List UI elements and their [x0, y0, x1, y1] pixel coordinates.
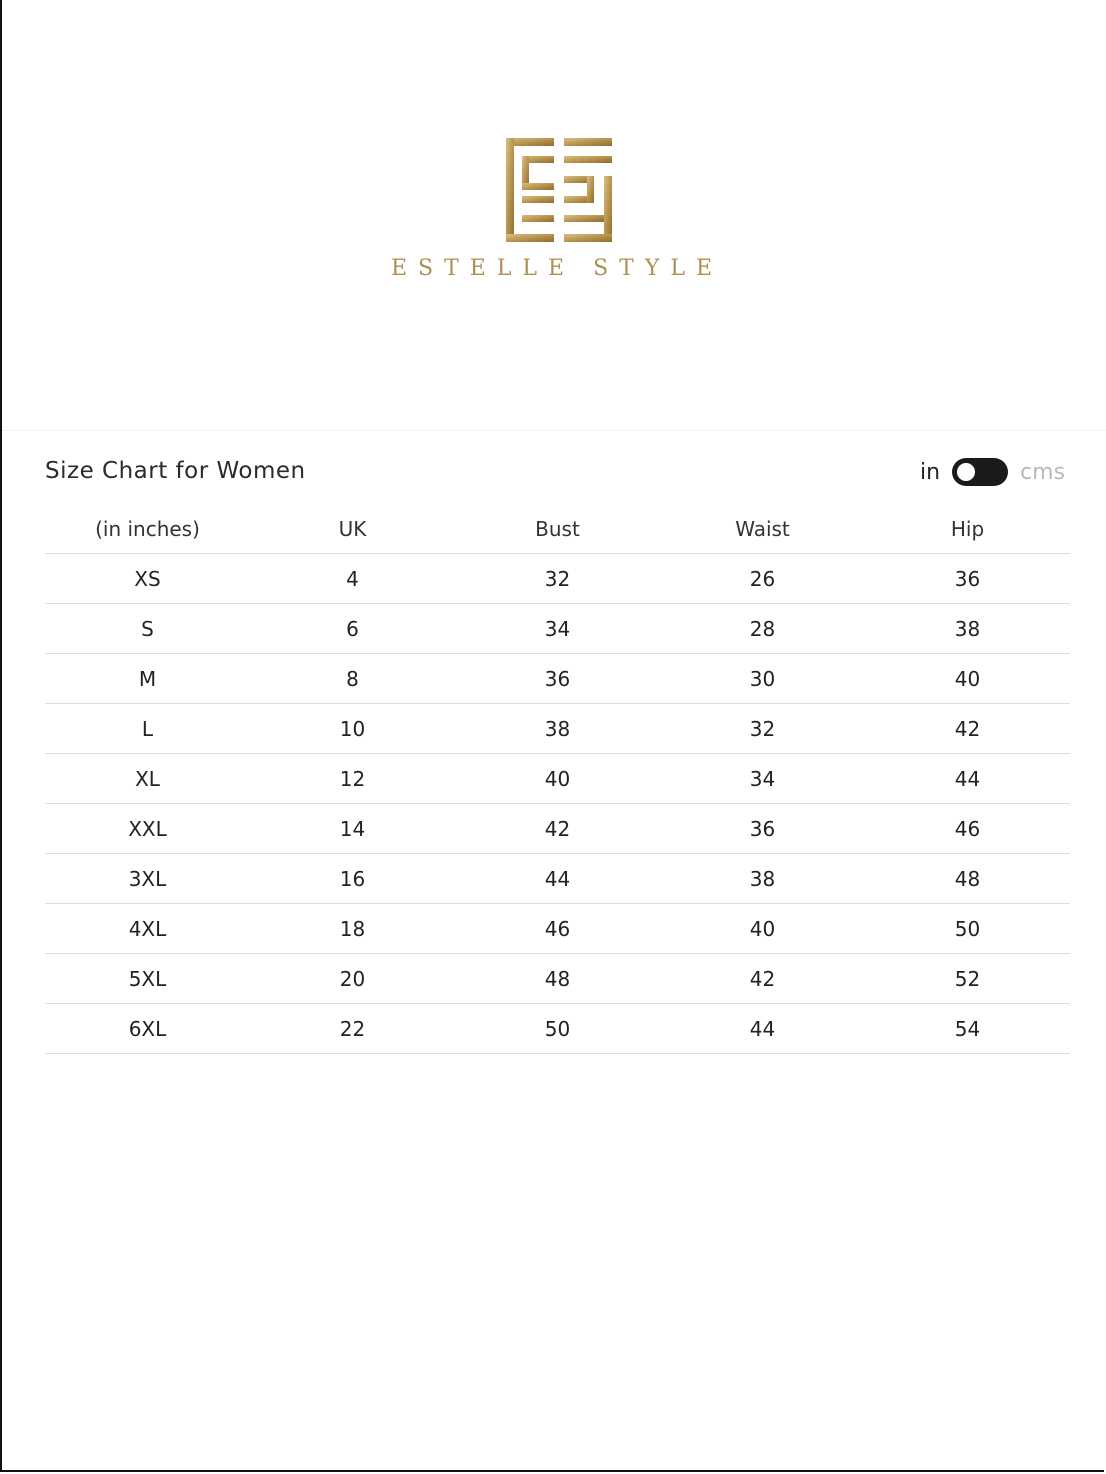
table-row	[45, 854, 1070, 904]
cell-waist: 28	[660, 604, 865, 654]
cell-hip: 48	[865, 854, 1070, 904]
cell-uk: 4	[250, 554, 455, 604]
cell-bust: 40	[455, 754, 660, 804]
cell-size: 3XL	[45, 854, 250, 904]
unit-toggle[interactable]	[920, 456, 1065, 488]
cell-bust: 42	[455, 804, 660, 854]
cell-waist: 38	[660, 854, 865, 904]
cell-size: L	[45, 704, 250, 754]
cell-size: 6XL	[45, 1004, 250, 1054]
cell-bust: 34	[455, 604, 660, 654]
cell-bust: 36	[455, 654, 660, 704]
unit-switch[interactable]	[952, 458, 1008, 486]
header	[2, 0, 1106, 431]
cell-uk: 14	[250, 804, 455, 854]
cell-size: 4XL	[45, 904, 250, 954]
cell-waist: 32	[660, 704, 865, 754]
cell-uk: 22	[250, 1004, 455, 1054]
cell-uk: 8	[250, 654, 455, 704]
cell-bust: 44	[455, 854, 660, 904]
cell-uk: 10	[250, 704, 455, 754]
cell-bust: 50	[455, 1004, 660, 1054]
cell-hip: 42	[865, 704, 1070, 754]
column-header-waist: Waist	[660, 504, 865, 554]
cell-uk: 6	[250, 604, 455, 654]
cell-size: S	[45, 604, 250, 654]
table-row	[45, 954, 1070, 1004]
column-header-size: (in inches)	[45, 504, 250, 554]
cell-bust: 32	[455, 554, 660, 604]
cell-waist: 42	[660, 954, 865, 1004]
cell-waist: 36	[660, 804, 865, 854]
table-row	[45, 704, 1070, 754]
cell-waist: 30	[660, 654, 865, 704]
cell-waist: 34	[660, 754, 865, 804]
cell-hip: 52	[865, 954, 1070, 1004]
table-row	[45, 654, 1070, 704]
cell-uk: 12	[250, 754, 455, 804]
cell-hip: 44	[865, 754, 1070, 804]
cell-hip: 36	[865, 554, 1070, 604]
table-row	[45, 754, 1070, 804]
cell-uk: 18	[250, 904, 455, 954]
table-row	[45, 904, 1070, 954]
column-header-uk: UK	[250, 504, 455, 554]
cell-hip: 40	[865, 654, 1070, 704]
cell-bust: 48	[455, 954, 660, 1004]
unit-cms-label[interactable]: cms	[1020, 459, 1066, 485]
table-header-row	[45, 504, 1070, 554]
cell-bust: 46	[455, 904, 660, 954]
size-chart-title: Size Chart for Women	[45, 458, 306, 484]
brand-name: ESTELLE STYLE	[390, 256, 724, 281]
brand-logo-icon	[506, 138, 612, 242]
table-row	[45, 604, 1070, 654]
cell-waist: 40	[660, 904, 865, 954]
table-row	[45, 1004, 1070, 1054]
unit-in-label[interactable]: in	[920, 459, 941, 485]
cell-hip: 54	[865, 1004, 1070, 1054]
cell-bust: 38	[455, 704, 660, 754]
cell-size: 5XL	[45, 954, 250, 1004]
size-table	[45, 504, 1070, 1054]
cell-size: XXL	[45, 804, 250, 854]
cell-hip: 46	[865, 804, 1070, 854]
cell-waist: 44	[660, 1004, 865, 1054]
cell-uk: 16	[250, 854, 455, 904]
column-header-bust: Bust	[455, 504, 660, 554]
table-row	[45, 804, 1070, 854]
cell-hip: 50	[865, 904, 1070, 954]
cell-hip: 38	[865, 604, 1070, 654]
cell-uk: 20	[250, 954, 455, 1004]
cell-waist: 26	[660, 554, 865, 604]
table-row	[45, 554, 1070, 604]
cell-size: M	[45, 654, 250, 704]
cell-size: XL	[45, 754, 250, 804]
column-header-hip: Hip	[865, 504, 1070, 554]
cell-size: XS	[45, 554, 250, 604]
unit-switch-knob	[957, 463, 975, 481]
